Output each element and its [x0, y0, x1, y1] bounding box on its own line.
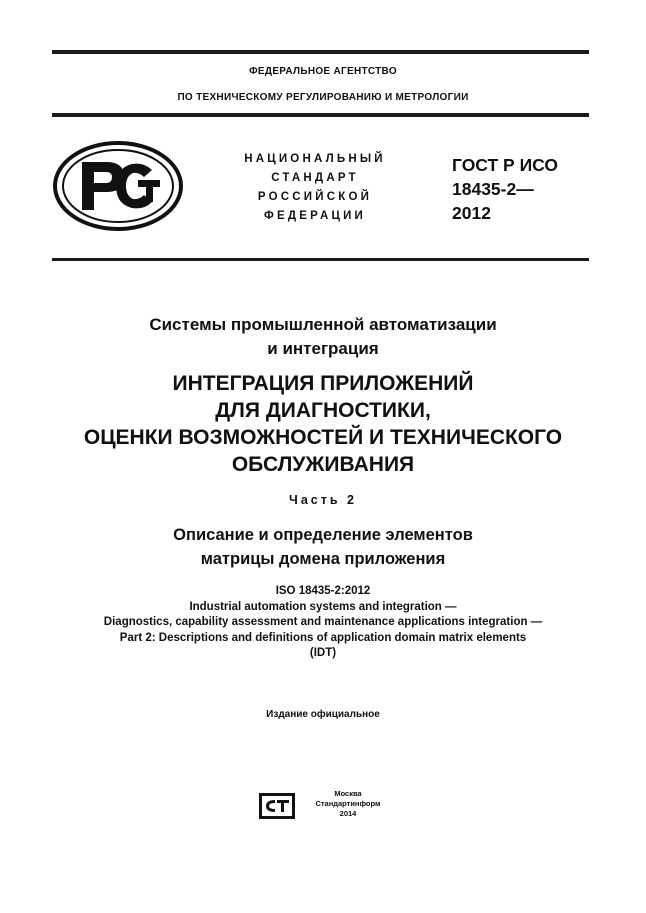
subtitle-line-1: Системы промышленной автоматизации — [149, 315, 497, 334]
national-standard-line-3: РОССИЙСКОЙ — [257, 191, 373, 203]
part-number: Часть 2 — [289, 493, 357, 507]
designation-line-3: 2012 — [452, 203, 491, 223]
iso-line-1: ISO 18435-2:2012 — [275, 585, 371, 597]
publisher-info — [298, 789, 398, 819]
publisher-city: Москва — [334, 789, 362, 798]
subtitle-line-2: и интеграция — [267, 339, 379, 358]
national-standard-label — [222, 150, 408, 226]
iso-line-5: (IDT) — [309, 647, 337, 659]
iso-line-3: Diagnostics, capability assessment and maintenance applications integration — — [103, 616, 543, 628]
document-title — [0, 370, 646, 478]
national-standard-line-4: ФЕДЕРАЦИИ — [263, 210, 367, 222]
title-line-1: ИНТЕГРАЦИЯ ПРИЛОЖЕНИЙ — [172, 372, 474, 395]
header-bottom-rule — [52, 113, 589, 117]
official-edition-label: Издание официальное — [266, 709, 380, 720]
standartinform-logo — [258, 792, 296, 820]
international-standard-reference — [0, 584, 646, 662]
title-line-4: ОБСЛУЖИВАНИЯ — [231, 453, 415, 476]
iso-line-4: Part 2: Descriptions and definitions of application domain matrix elements — [119, 631, 527, 644]
part-description — [0, 523, 646, 571]
rst-logo — [52, 140, 184, 232]
designation-line-1: ГОСТ Р ИСО — [452, 155, 558, 175]
agency-line-1: ФЕДЕРАЛЬНОЕ АГЕНТСТВО — [249, 66, 397, 77]
description-line-1: Описание и определение элементов — [173, 526, 473, 544]
standard-designation — [452, 153, 558, 225]
description-line-2: матрицы домена приложения — [200, 550, 446, 568]
publication-year: 2014 — [339, 809, 357, 818]
designation-line-2: 18435-2— — [452, 179, 534, 199]
agency-line-2: ПО ТЕХНИЧЕСКОМУ РЕГУЛИРОВАНИЮ И МЕТРОЛОГИИ — [177, 92, 469, 103]
top-rule — [52, 50, 589, 54]
national-standard-line-2: СТАНДАРТ — [271, 172, 359, 184]
title-line-2: ДЛЯ ДИАГНОСТИКИ, — [215, 399, 431, 422]
iso-line-2: Industrial automation systems and integration — — [189, 600, 457, 613]
title-line-3: ОЦЕНКИ ВОЗМОЖНОСТЕЙ И ТЕХНИЧЕСКОГО — [83, 426, 563, 449]
standard-block-bottom-rule — [52, 258, 589, 261]
publisher-name: Стандартинформ — [315, 799, 381, 808]
document-subtitle — [0, 313, 646, 361]
national-standard-line-1: НАЦИОНАЛЬНЫЙ — [244, 153, 386, 165]
